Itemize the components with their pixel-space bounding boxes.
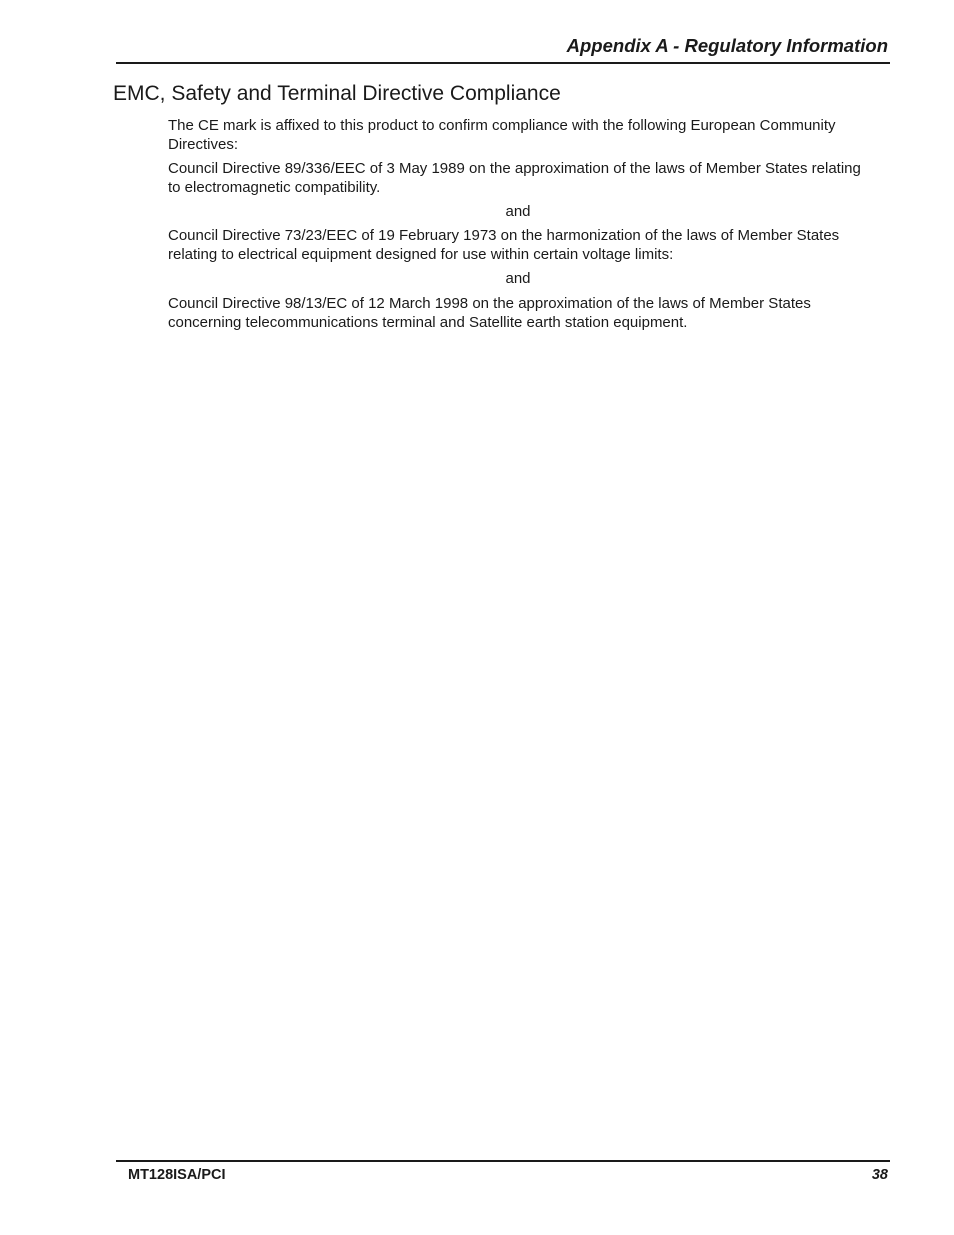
header-title: Appendix A - Regulatory Information (566, 35, 888, 56)
directive-paragraph-2: Council Directive 73/23/EEC of 19 February 1973 on the harmonization of the laws of Member States relating to electrical equipment designed for use within certain voltage limits: (168, 227, 840, 263)
footer-product-name: MT128ISA/PCI (128, 1167, 226, 1183)
directive-paragraph-3: Council Directive 98/13/EC of 12 March 1998 on the approximation of the laws of Member States concerning telecommunications terminal and Satellite earth station equipment. (168, 295, 811, 331)
conjunction-1: and (505, 203, 531, 220)
section-heading: EMC, Safety and Terminal Directive Compliance (113, 82, 561, 105)
directive-paragraph-1: Council Directive 89/336/EEC of 3 May 1989 on the approximation of the laws of Member States relating to electromagnetic compatibility. (168, 160, 861, 196)
footer-page-number: 38 (871, 1167, 888, 1183)
footer-divider (116, 1160, 890, 1162)
intro-paragraph: The CE mark is affixed to this product to confirm compliance with the following European Community Directives: (168, 117, 836, 153)
conjunction-2: and (505, 270, 531, 287)
header-divider (116, 62, 890, 64)
